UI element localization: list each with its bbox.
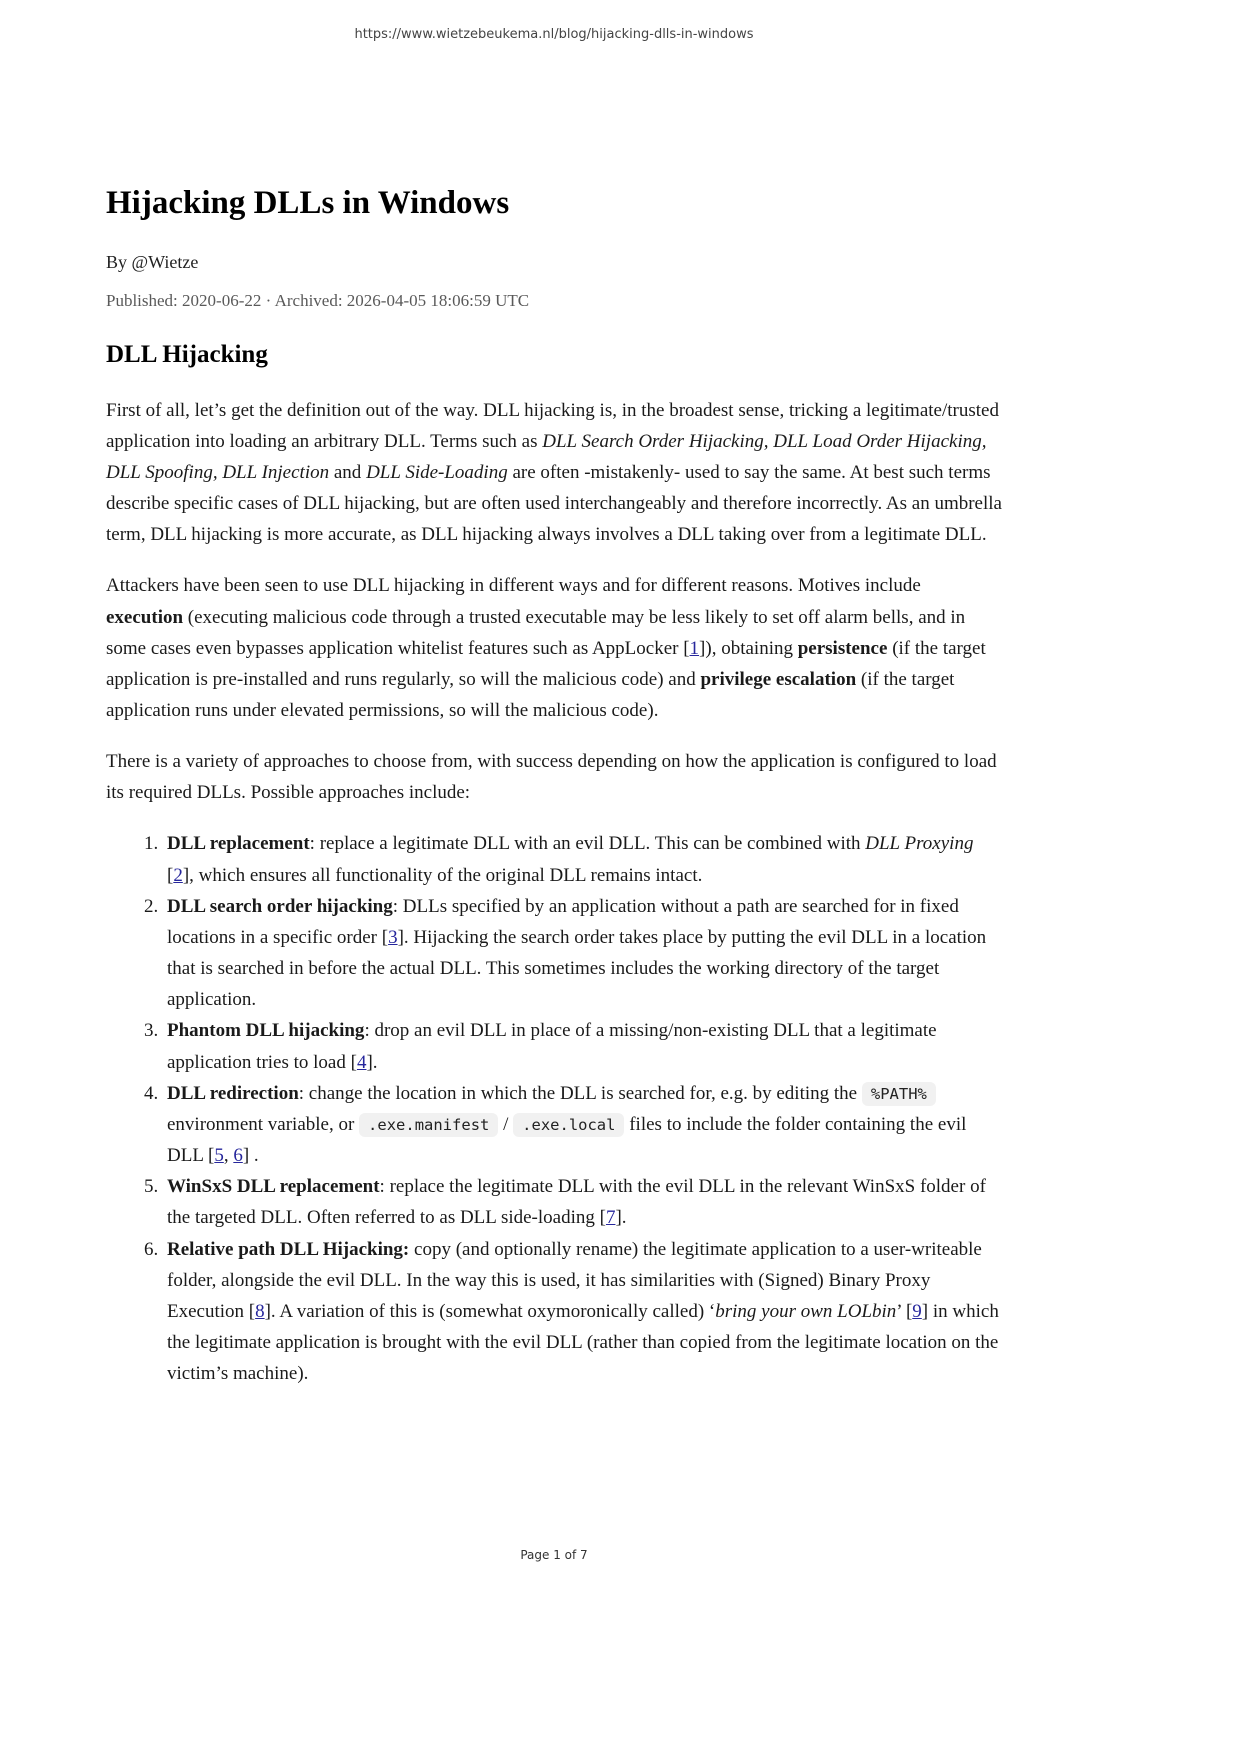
inline-code: %PATH% <box>862 1082 936 1106</box>
text-segment: execution <box>106 606 184 628</box>
text-segment: copy (and optionally rename) the legitimate application to a user-writeable folder, alongside the evil DLL. In the way this is used, it has similarities with (Signed) Binary Proxy Execution [ <box>167 1238 982 1322</box>
text-segment: files to include the folder containing the evil DLL [ <box>167 1113 967 1167</box>
text-segment: environment variable, or <box>167 1113 360 1135</box>
citation-link[interactable]: 9 <box>912 1300 922 1322</box>
published-meta: Published: 2020-06-22 · Archived: 2026-04-05 18:06:59 UTC <box>106 290 530 310</box>
text-segment: ’ [ <box>896 1300 913 1322</box>
paragraph <box>106 746 1002 808</box>
text-segment: DLL Search Order Hijacking, DLL Load Order Hijacking, DLL Spoofing, DLL Injection <box>106 430 987 483</box>
inline-code: .exe.local <box>513 1113 624 1137</box>
text-segment: persistence <box>797 637 888 659</box>
text-segment: ], which ensures all functionality of the original DLL remains intact. <box>182 864 703 886</box>
page-header <box>106 27 1002 42</box>
text-segment: are often -mistakenly- used to say the same. At best such terms describe specific cases of DLL hijacking, but are often used interchangeably and therefore incorrectly. As an umbrella term, DLL hijacking is more accurate, as DLL hijacking always involves a DLL taking over from a legitimate DLL. <box>106 461 1002 546</box>
text-segment: : replace a legitimate DLL with an evil DLL. This can be combined with <box>309 833 866 855</box>
list-item <box>163 1078 1002 1171</box>
text-segment: : drop an evil DLL in place of a missing/non-existing DLL that a legitimate application tries to load [ <box>167 1020 937 1073</box>
header-url: https://www.wietzebeukema.nl/blog/hijacking-dlls-in-windows <box>354 27 754 42</box>
citation-link[interactable]: 7 <box>605 1207 616 1229</box>
text-segment: and <box>329 461 367 483</box>
text-segment: DLL Proxying <box>865 833 974 855</box>
byline: By @Wietze <box>106 251 199 272</box>
paragraph <box>106 570 1002 726</box>
text-segment: WinSxS DLL replacement <box>167 1176 380 1198</box>
text-segment: ]. <box>366 1051 378 1073</box>
text-segment: DLL replacement <box>167 833 310 855</box>
text-segment: Attackers have been seen to use DLL hijacking in different ways and for different reasons. Motives include <box>106 575 921 597</box>
article-body <box>106 395 1002 1390</box>
text-segment: There is a variety of approaches to choose from, with success depending on how the application is configured to load its required DLLs. Possible approaches include: <box>106 751 997 804</box>
list-item <box>163 828 1002 890</box>
citation-link[interactable]: 5 <box>214 1145 224 1167</box>
text-segment: Phantom DLL hijacking <box>167 1020 365 1042</box>
text-segment: ] in which the legitimate application is brought with the evil DLL (rather than copied from the legitimate location on the victim’s machine). <box>167 1300 999 1385</box>
text-segment: (executing malicious code through a trusted executable may be less likely to set off alarm bells, and in some cases even bypasses application whitelist features such as AppLocker [ <box>106 606 966 659</box>
list-item <box>163 891 1002 1016</box>
list-item <box>163 1171 1002 1233</box>
page-footer <box>106 1548 1002 1562</box>
text-segment: , <box>223 1145 234 1167</box>
text-segment: First of all, let’s get the definition out of the way. DLL hijacking is, in the broadest sense, tricking a legitimate/trusted application into loading an arbitrary DLL. Terms such as <box>106 399 999 452</box>
paragraph <box>106 395 1002 551</box>
citation-link[interactable]: 8 <box>255 1300 265 1322</box>
text-segment: [ <box>167 864 174 886</box>
text-segment: Relative path DLL Hijacking: <box>167 1238 410 1260</box>
text-segment: (if the target application runs under elevated permissions, so will the malicious code). <box>106 668 955 721</box>
text-segment: bring your own LOLbin <box>715 1300 897 1322</box>
text-segment: ] . <box>242 1145 259 1167</box>
text-segment: : replace the legitimate DLL with the evil DLL in the relevant WinSxS folder of the targeted DLL. Often referred to as DLL side-loading [ <box>167 1176 986 1229</box>
text-segment: ]. <box>615 1207 627 1229</box>
citation-link[interactable]: 3 <box>388 926 398 948</box>
article-title: Hijacking DLLs in Windows <box>106 185 510 221</box>
text-segment: (if the target application is pre-installed and runs regularly, so will the malicious code) and <box>106 637 986 690</box>
text-segment: : change the location in which the DLL is searched for, e.g. by editing the <box>298 1082 862 1104</box>
text-segment: : DLLs specified by an application without a path are searched for in fixed locations in a specific order [ <box>167 895 959 948</box>
approach-list <box>106 828 1002 1389</box>
citation-link[interactable]: 2 <box>173 864 183 886</box>
text-segment: ]. A variation of this is (somewhat oxymoronically called) ‘ <box>264 1300 716 1322</box>
text-segment: DLL Side-Loading <box>366 461 508 483</box>
text-segment: DLL redirection <box>167 1082 299 1104</box>
section-heading: DLL Hijacking <box>106 340 268 368</box>
citation-link[interactable]: 4 <box>356 1051 367 1073</box>
citation-link[interactable]: 1 <box>689 637 700 659</box>
list-item <box>163 1015 1002 1077</box>
text-segment: ]. Hijacking the search order takes place by putting the evil DLL in a location that is searched in before the actual DLL. This sometimes includes the working directory of the target application. <box>167 926 987 1011</box>
text-segment: ]), obtaining <box>699 637 798 659</box>
list-item <box>163 1234 1002 1390</box>
text-segment: / <box>498 1113 514 1135</box>
page-number: Page 1 of 7 <box>520 1548 588 1562</box>
text-segment: DLL search order hijacking <box>167 895 393 917</box>
article <box>106 0 1002 1389</box>
inline-code: .exe.manifest <box>359 1113 498 1137</box>
text-segment: privilege escalation <box>700 668 857 690</box>
citation-link[interactable]: 6 <box>233 1145 243 1167</box>
